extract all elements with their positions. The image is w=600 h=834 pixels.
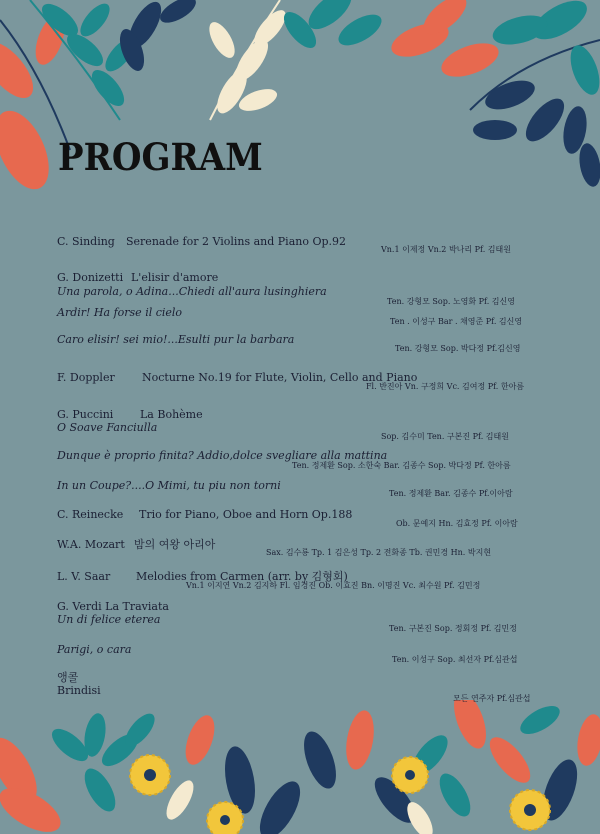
verdi-aria-2: Parigi, o cara: [57, 643, 132, 656]
donizetti-performers-2: Ten . 이성구 Bar . 채영준 Pf. 김신영: [390, 317, 523, 326]
mozart-composer: W.A. Mozart: [57, 538, 125, 551]
verdi-aria-1: Un di felice eterea: [57, 613, 161, 626]
bottom-foliage-illustration: [0, 700, 600, 834]
sinding-performers: Vn.1 이제정 Vn.2 박나리 Pf. 김태원: [381, 245, 511, 254]
puccini-performers-3: Ten. 정제환 Bar. 김종수 Pf.이아람: [389, 489, 513, 498]
encore-label: 앵콜: [57, 671, 79, 684]
doppler-piece: Nocturne No.19 for Flute, Violin, Cello and Piano: [142, 371, 418, 384]
mozart-performers: Sax. 김수룡 Tp. 1 김은성 Tp. 2 전화종 Tb. 권민경 Hn. 박지현: [266, 548, 492, 557]
sinding-composer: C. Sinding: [57, 235, 115, 248]
doppler-composer: F. Doppler: [57, 371, 115, 384]
reinecke-performers: Ob. 문예지 Hn. 김효정 Pf. 이아람: [396, 519, 518, 528]
verdi-performers-2: Ten. 이성구 Sop. 최선자 Pf.심관섭: [392, 655, 518, 664]
puccini-aria-2: Dunque è proprio finita? Addio,dolce svegliare alla mattina: [57, 449, 388, 462]
sinding-piece: Serenade for 2 Violins and Piano Op.92: [126, 235, 347, 248]
saar-composer: L. V. Saar: [57, 570, 111, 583]
reinecke-composer: C. Reinecke: [57, 508, 124, 521]
mozart-piece: 밤의 여왕 아리아: [134, 538, 216, 551]
donizetti-composer: G. Donizetti: [57, 271, 124, 284]
donizetti-performers-3: Ten. 강형모 Sop. 박다정 Pf.김신영: [395, 344, 521, 353]
puccini-performers-2: Ten. 정제환 Sop. 소한숙 Bar. 김종수 Sop. 박다정 Pf. 한아름: [292, 461, 511, 470]
puccini-composer: G. Puccini: [57, 408, 114, 421]
puccini-aria-3: In un Coupe?....O Mimi, tu piu non torni: [57, 479, 281, 492]
page-title: PROGRAM: [58, 136, 263, 180]
verdi-performers-1: Ten. 구본진 Sop. 정회정 Pf. 김민정: [389, 624, 517, 633]
saar-performers: Vn.1 이지연 Vn.2 김지하 Fl. 임경진 Ob. 이효진 Bn. 이명진 Vc. 최수원 Pf. 김민정: [186, 581, 481, 590]
reinecke-piece: Trio for Piano, Oboe and Horn Op.188: [139, 508, 353, 521]
doppler-performers: Fl. 반진아 Vn. 구정희 Vc. 김여정 Pf. 한아름: [366, 382, 525, 391]
encore-performers: 모든 연주자 Pf.심관섭: [453, 694, 531, 703]
donizetti-aria-2: Ardir! Ha forse il cielo: [57, 306, 183, 319]
puccini-work: La Bohème: [140, 408, 203, 421]
donizetti-aria-3: Caro elisir! sei mio!...Esulti pur la barbara: [57, 333, 295, 346]
donizetti-aria-1: Una parola, o Adina...Chiedi all'aura lusinghiera: [57, 285, 327, 298]
puccini-aria-1: O Soave Fanciulla: [57, 421, 158, 434]
encore-piece: Brindisi: [57, 684, 101, 697]
donizetti-work: L'elisir d'amore: [131, 271, 219, 284]
verdi-heading: G. Verdi La Traviata: [57, 600, 169, 613]
saar-piece: Melodies from Carmen (arr. by 김형회): [136, 570, 348, 583]
donizetti-performers-1: Ten. 강형모 Sop. 노영화 Pf. 김신영: [387, 297, 515, 306]
puccini-performers-1: Sop. 김수미 Ten. 구본진 Pf. 김태원: [381, 432, 509, 441]
